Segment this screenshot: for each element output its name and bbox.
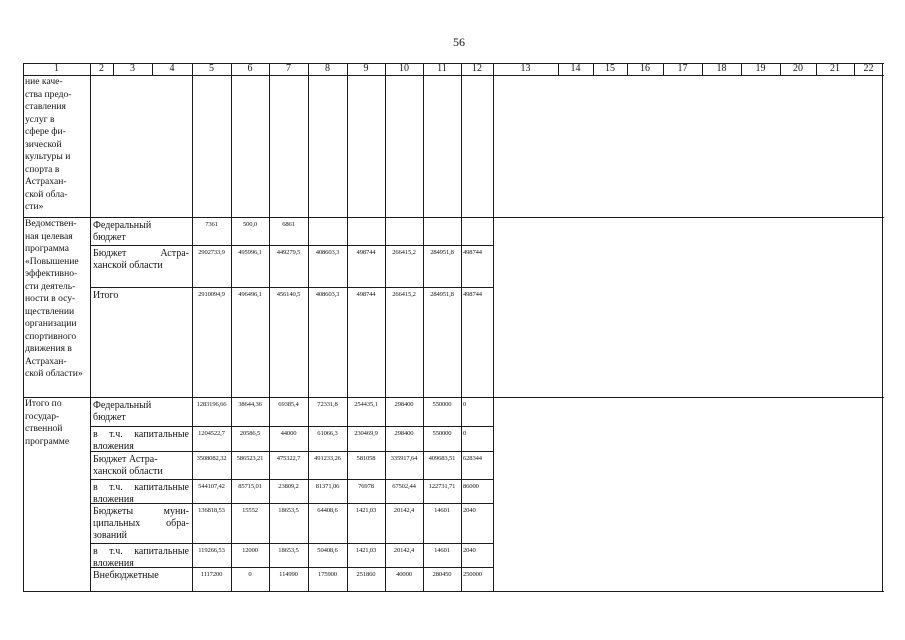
value-cell: 50408,6: [317, 547, 338, 554]
column-number: 11: [437, 63, 447, 74]
value-cell: 61066,3: [317, 430, 338, 437]
value-cell: 2040: [463, 507, 476, 514]
program-name-line: программа: [25, 243, 70, 254]
value-cell: 15552: [242, 507, 258, 514]
funding-source: [93, 290, 189, 302]
table-rule: [23, 591, 884, 592]
value-cell: 1204522,7: [198, 430, 225, 437]
column-number: 8: [325, 63, 330, 74]
funding-source-line: Бюджет Астра-: [93, 454, 158, 465]
value-cell: 298400: [394, 430, 414, 437]
program-name-line: ственной: [25, 423, 63, 434]
program-name: [25, 76, 91, 214]
program-name-line: Ведомствен-: [25, 218, 77, 229]
program-name-line: Итого по: [25, 398, 62, 409]
funding-source-line: Федеральный: [93, 400, 152, 411]
program-name-line: спорта в: [25, 163, 60, 175]
program-name-line: ная целевая: [25, 230, 73, 242]
program-name-line: спортивного: [25, 330, 77, 342]
value-cell: 298400: [394, 401, 414, 408]
value-cell: 491233,26: [314, 455, 341, 462]
value-cell: 7361: [205, 221, 218, 228]
funding-source: [93, 570, 189, 582]
program-name-line: государ-: [25, 410, 60, 422]
value-cell: 3508082,32: [196, 455, 227, 462]
table-rule: [23, 397, 884, 398]
table-rule: [90, 245, 493, 246]
program-name-line: ства предо-: [25, 88, 72, 100]
value-cell: 72331,8: [317, 401, 338, 408]
column-number: 18: [716, 63, 727, 74]
table-rule: [90, 287, 493, 288]
value-cell: 12000: [242, 547, 258, 554]
program-name-line: сти»: [25, 201, 44, 212]
value-cell: 86000: [463, 483, 479, 490]
funding-source: [93, 506, 189, 542]
value-cell: 23809,2: [278, 483, 299, 490]
value-cell: 136818,53: [198, 507, 225, 514]
value-cell: 266415,2: [392, 291, 416, 298]
value-cell: 475322,7: [276, 455, 301, 462]
value-cell: 498744: [356, 249, 376, 256]
funding-source-line: Итого: [93, 290, 119, 301]
value-cell: 6861: [282, 221, 295, 228]
value-cell: 20586,5: [239, 430, 261, 437]
column-number: 13: [520, 63, 531, 74]
value-cell: 1421,03: [355, 547, 377, 554]
funding-source-line: ханской области: [93, 260, 163, 271]
value-cell: 114990: [279, 571, 298, 578]
value-cell: 18653,5: [278, 547, 299, 554]
column-number: 3: [130, 63, 135, 74]
program-name-line: Астрахан-: [25, 176, 67, 187]
value-cell: 81371,06: [315, 483, 340, 490]
value-cell: 284951,8: [430, 249, 454, 256]
program-name-line: ности в осу-: [25, 293, 76, 304]
funding-source: [93, 429, 189, 453]
value-cell: 18653,5: [278, 507, 299, 514]
funding-source-line: в т.ч. капитальные: [93, 482, 189, 493]
funding-source-line: бюджет: [93, 412, 126, 423]
column-number: 20: [793, 63, 803, 74]
table-rule: [493, 75, 494, 591]
program-name-line: Астрахан-: [25, 355, 67, 367]
table-rule: [90, 479, 493, 480]
value-cell: 0: [248, 571, 252, 578]
funding-source-line: в т.ч. капитальные: [93, 546, 189, 557]
value-cell: 581058: [356, 455, 376, 462]
value-cell: 38644,36: [238, 401, 262, 408]
table-rule: [461, 75, 462, 591]
value-cell: 251860: [356, 571, 376, 578]
program-name-line: сти деятель-: [25, 280, 76, 292]
table-rule: [23, 75, 24, 591]
value-cell: 1421,03: [355, 507, 377, 514]
value-cell: 335917,64: [390, 455, 418, 462]
column-number: 12: [472, 63, 482, 74]
value-cell: 495996,1: [238, 249, 262, 256]
value-cell: 76978: [358, 483, 374, 490]
funding-source-line: вложения: [93, 494, 134, 505]
program-name-line: эффективно-: [25, 268, 78, 279]
funding-source-line: вложения: [93, 558, 134, 569]
funding-source: [93, 546, 189, 570]
value-cell: 498744: [356, 291, 376, 298]
value-cell: 266415,2: [392, 249, 416, 256]
column-number: 1: [54, 63, 59, 74]
program-name-line: сфере фи-: [25, 126, 66, 137]
value-cell: 64408,6: [317, 507, 338, 514]
program-name-line: программе: [25, 435, 70, 447]
funding-source-line: бюджет: [93, 232, 126, 243]
funding-source-line: Внебюджетные: [93, 570, 159, 581]
program-name: [25, 218, 91, 381]
value-cell: 20142,4: [393, 547, 415, 554]
value-cell: 44000: [280, 430, 297, 437]
funding-source: [93, 220, 189, 244]
program-name-line: ние каче-: [25, 76, 63, 87]
value-cell: 408603,3: [315, 249, 340, 256]
value-cell: 2902733,9: [198, 249, 225, 256]
value-cell: 85715,01: [238, 483, 262, 490]
value-cell: 69385,4: [278, 401, 299, 408]
value-cell: 2910094,9: [198, 291, 225, 298]
value-cell: 119266,53: [198, 547, 225, 554]
program-name-line: движения в: [25, 343, 72, 354]
value-cell: 496496,1: [238, 291, 262, 298]
table-rule: [90, 543, 493, 544]
funding-source-line: ханской области: [93, 466, 163, 477]
program-name-line: услуг в: [25, 113, 55, 125]
table-rule: [90, 426, 493, 427]
program-name-line: организации: [25, 318, 77, 329]
funding-source: [93, 482, 189, 506]
program-name-line: ской области»: [25, 368, 83, 379]
program-name-line: «Повышение: [25, 255, 79, 267]
table-rule: [882, 75, 883, 591]
value-cell: 175900: [318, 571, 337, 578]
value-cell: 1283196,66: [196, 401, 227, 408]
column-number: 2: [99, 63, 104, 74]
value-cell: 2040: [463, 547, 476, 554]
column-number: 22: [863, 63, 874, 74]
funding-source-line: ципальных обра-: [93, 518, 189, 529]
column-number: 6: [247, 63, 253, 74]
funding-source: [93, 400, 189, 424]
funding-source-line: вложения: [93, 441, 134, 452]
column-number: 5: [209, 63, 214, 74]
value-cell: 20142,4: [393, 507, 415, 514]
value-cell: 0: [463, 401, 467, 408]
funding-source-line: в т.ч. капитальные: [93, 429, 189, 440]
funding-source-line: Бюджеты муни-: [93, 506, 189, 517]
column-number: 19: [755, 63, 766, 74]
column-number: 10: [399, 63, 409, 74]
page-number: 56: [453, 35, 465, 49]
value-cell: 280450: [432, 571, 452, 578]
value-cell: 544107,42: [198, 483, 225, 490]
funding-source: [93, 454, 189, 478]
program-name-line: ществлении: [25, 305, 75, 317]
value-cell: 67502,44: [392, 483, 416, 490]
column-number: 15: [605, 63, 615, 74]
column-number: 14: [570, 63, 581, 74]
value-cell: 456140,5: [276, 291, 301, 298]
funding-source: [93, 248, 189, 272]
value-cell: 40000: [396, 571, 412, 578]
value-cell: 550000: [432, 401, 452, 408]
column-number: 9: [363, 63, 369, 74]
column-number: 17: [677, 63, 688, 74]
column-number: 4: [169, 63, 175, 74]
value-cell: 409683,51: [428, 455, 456, 462]
value-cell: 1117200: [200, 571, 223, 578]
value-cell: 122731,71: [428, 483, 456, 490]
value-cell: 628344: [463, 455, 482, 462]
funding-source-line: Бюджет Астра-: [93, 248, 189, 259]
value-cell: 0: [463, 430, 467, 437]
value-cell: 500,0: [242, 221, 258, 228]
value-cell: 408603,3: [315, 291, 340, 298]
program-name-line: ставления: [25, 101, 66, 112]
value-cell: 254435,1: [354, 401, 378, 408]
value-cell: 449279,5: [276, 249, 301, 256]
value-cell: 550000: [432, 430, 452, 437]
column-number: 7: [286, 63, 291, 74]
program-name: [25, 398, 91, 448]
value-cell: 586523,21: [236, 455, 264, 462]
table-rule: [23, 75, 884, 76]
funding-source-line: зований: [93, 530, 127, 541]
value-cell: 284951,8: [430, 291, 454, 298]
column-number: 16: [640, 63, 650, 74]
table-rule: [23, 217, 884, 218]
column-number: 21: [830, 63, 840, 74]
program-name-line: культуры и: [25, 151, 71, 162]
program-name-line: ской обла-: [25, 188, 68, 200]
value-cell: 14601: [434, 547, 450, 554]
value-cell: 250000: [463, 571, 482, 578]
funding-source-line: Федеральный: [93, 220, 152, 231]
value-cell: 498744: [463, 291, 482, 298]
value-cell: 230469,9: [354, 430, 378, 437]
value-cell: 498744: [463, 249, 482, 256]
program-name-line: зической: [25, 138, 62, 150]
value-cell: 14601: [434, 507, 450, 514]
